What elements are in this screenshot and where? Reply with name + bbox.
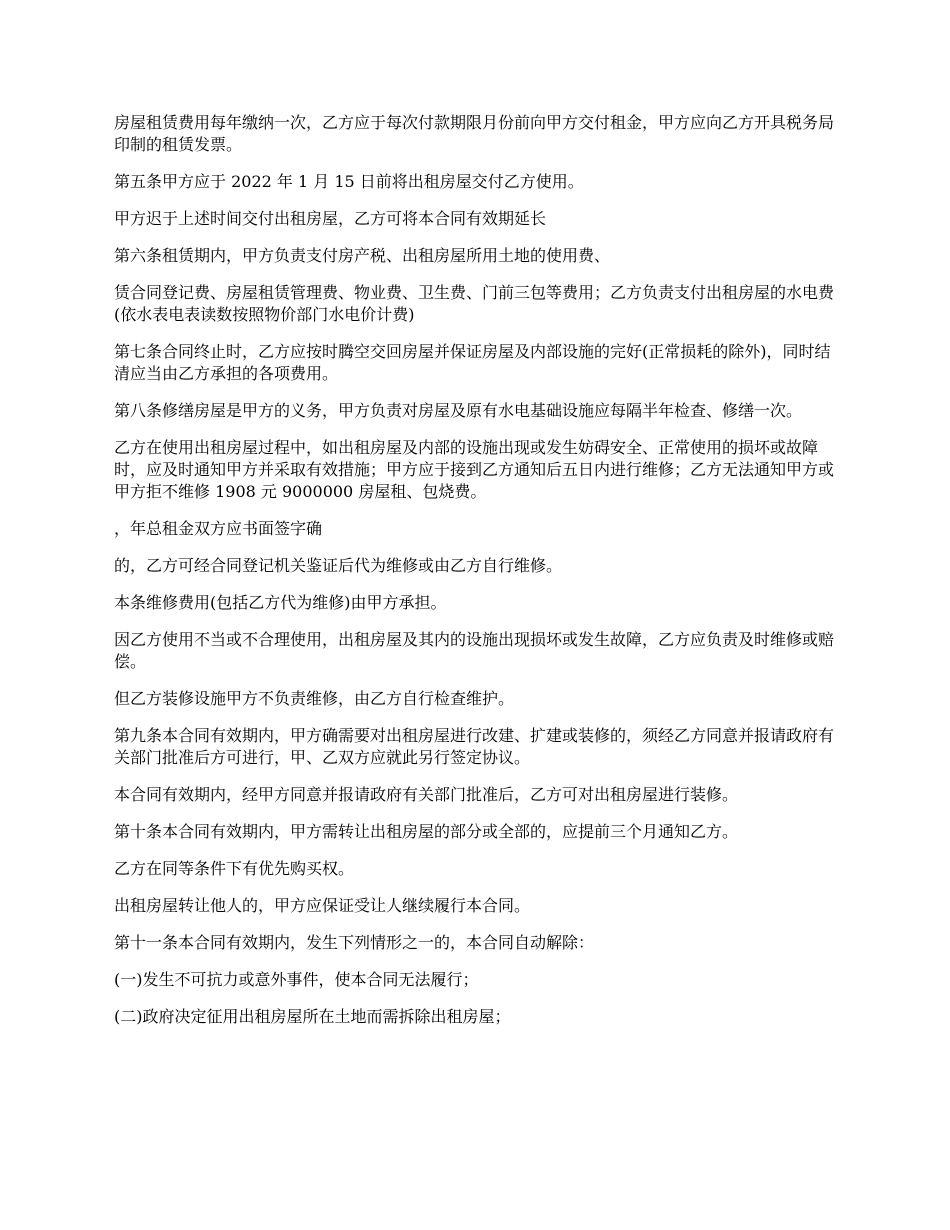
paragraph-rent-payment: 房屋租赁费用每年缴纳一次，乙方应于每次付款期限月份前向甲方交付租金，甲方应向乙方开具税务局印制的租赁发票。 bbox=[114, 113, 835, 154]
paragraph-decoration-maintenance: 但乙方装修设施甲方不负责维修，由乙方自行检查维护。 bbox=[114, 689, 515, 708]
paragraph-article-6: 第六条租赁期内，甲方负责支付房产税、出租房屋所用土地的使用费、 bbox=[114, 246, 611, 265]
paragraph-article-7: 第七条合同终止时，乙方应按时腾空交回房屋并保证房屋及内部设施的完好(正常损耗的除外)，同时结清应当由乙方承担的各项费用。 bbox=[114, 342, 831, 383]
paragraph-article-11: 第十一条本合同有效期内，发生下列情形之一的，本合同自动解除： bbox=[114, 933, 595, 952]
paragraph-late-delivery: 甲方迟于上述时间交付出租房屋，乙方可将本合同有效期延长 bbox=[114, 209, 547, 228]
paragraph-article-8: 第八条修缮房屋是甲方的义务，甲方负责对房屋及原有水电基础设施应每隔半年检查、修缮一次。 bbox=[114, 401, 803, 420]
paragraph-article-5: 第五条甲方应于 2022 年 1 月 15 日前将出租房屋交付乙方使用。 bbox=[114, 172, 584, 191]
paragraph-item-2: (二)政府决定征用出租房屋所在土地而需拆除出租房屋； bbox=[114, 1007, 511, 1026]
paragraph-fees: 赁合同登记费、房屋租赁管理费、物业费、卫生费、门前三包等费用；乙方负责支付出租房屋的水电费(依水表电表读数按照物价部门水电价计费) bbox=[114, 283, 835, 324]
document-body bbox=[114, 112, 840, 1043]
paragraph-rent-confirm: ，年总租金双方应书面签字确 bbox=[114, 519, 323, 538]
paragraph-transfer: 出租房屋转让他人的，甲方应保证受让人继续履行本合同。 bbox=[114, 896, 531, 915]
paragraph-tenant-decoration: 本合同有效期内，经甲方同意并报请政府有关部门批准后，乙方可对出租房屋进行装修。 bbox=[114, 785, 739, 804]
paragraph-article-9: 第九条本合同有效期内，甲方确需要对出租房屋进行改建、扩建或装修的，须经乙方同意并报请政府有关部门批准后方可进行，甲、乙双方应就此另行签定协议。 bbox=[114, 726, 835, 767]
paragraph-preemption: 乙方在同等条件下有优先购买权。 bbox=[114, 859, 355, 878]
paragraph-article-10: 第十条本合同有效期内，甲方需转让出租房屋的部分或全部的，应提前三个月通知乙方。 bbox=[114, 822, 739, 841]
paragraph-repair-cost: 本条维修费用(包括乙方代为维修)由甲方承担。 bbox=[114, 593, 447, 612]
paragraph-self-repair: 的，乙方可经合同登记机关鉴证后代为维修或由乙方自行维修。 bbox=[114, 556, 563, 575]
paragraph-improper-use: 因乙方使用不当或不合理使用，出租房屋及其内的设施出现损坏或发生故障，乙方应负责及时维修或赔偿。 bbox=[114, 630, 835, 671]
paragraph-item-1: (一)发生不可抗力或意外事件，使本合同无法履行； bbox=[114, 970, 479, 989]
paragraph-repair-notice: 乙方在使用出租房屋过程中，如出租房屋及内部的设施出现或发生妨碍安全、正常使用的损坏或故障时，应及时通知甲方并采取有效措施；甲方应于接到乙方通知后五日内进行维修；乙方无法通知甲方或甲方拒不维修 1908 元 9000000 房屋租、包烧费。 bbox=[114, 438, 835, 501]
